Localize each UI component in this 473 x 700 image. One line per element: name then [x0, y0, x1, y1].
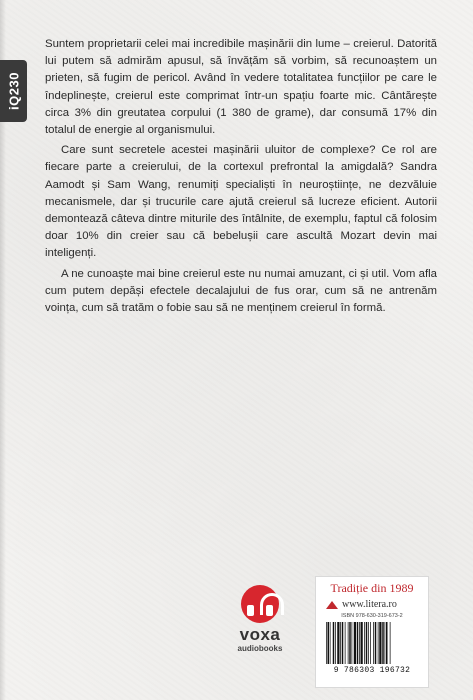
- barcode-image: [325, 622, 420, 664]
- series-badge: [0, 60, 27, 122]
- website-row: [326, 598, 397, 610]
- litera-logo-icon: [326, 599, 338, 609]
- logo-subtitle: audiobooks: [237, 644, 283, 653]
- tradition-text: Tradiție din 1989: [330, 581, 414, 595]
- blurb-text: [45, 36, 437, 320]
- publisher-barcode-label: [315, 576, 429, 688]
- headphones-icon: [241, 585, 279, 623]
- isbn-text: ISBN 978-630-319-673-2: [341, 613, 403, 619]
- logo-wordmark: voxa: [239, 625, 281, 644]
- blurb-paragraph-3: A ne cunoaște mai bine creierul este nu numai amuzant, ci și util. Vom afla cum putem depăși efectele decalajului de fus orar, cum să ne antrenăm voința, cum să tratăm o fobie sau să ne menținem creierul în formă.: [45, 267, 437, 315]
- website-text: www.litera.ro: [342, 598, 397, 610]
- blurb-paragraph-2: Care sunt secretele acestei mașinării uluitor de complexe? Ce rol are fiecare parte a creierului, de la cortexul prefrontal la amigdală? Sandra Aamodt și Sam Wang, renumiți specialiști în neuroștiințe, ne dezvăluie mecanismele, dar și trucurile care ajută creierul să lucreze eficient. Autorii demontează câteva dintre miturile des întâlnite, de exemplu, faptul că folosim doar 10% din creier sau că bebelușii care ascultă Mozart devin mai inteligenți.: [45, 144, 437, 260]
- series-badge-label: iQ230: [6, 72, 21, 110]
- blurb-paragraph-1: Suntem proprietarii celei mai incredibile mașinării din lume – creierul. Datorită lui putem să admirăm apusul, să învățăm să vorbim, să recunoaștem un prieten, să fugim de pericol. Având în vedere totalitatea funcțiilor pe care le îndeplinește, creierul este comprimat într-un spațiu foarte mic. Cântărește circa 3% din greutatea corpului (1 380 de grame), dar consumă 17% din totalul de energie al organismului.: [45, 38, 437, 137]
- barcode-number: 9 786303 196732: [333, 666, 411, 675]
- voxa-logo: [229, 585, 291, 685]
